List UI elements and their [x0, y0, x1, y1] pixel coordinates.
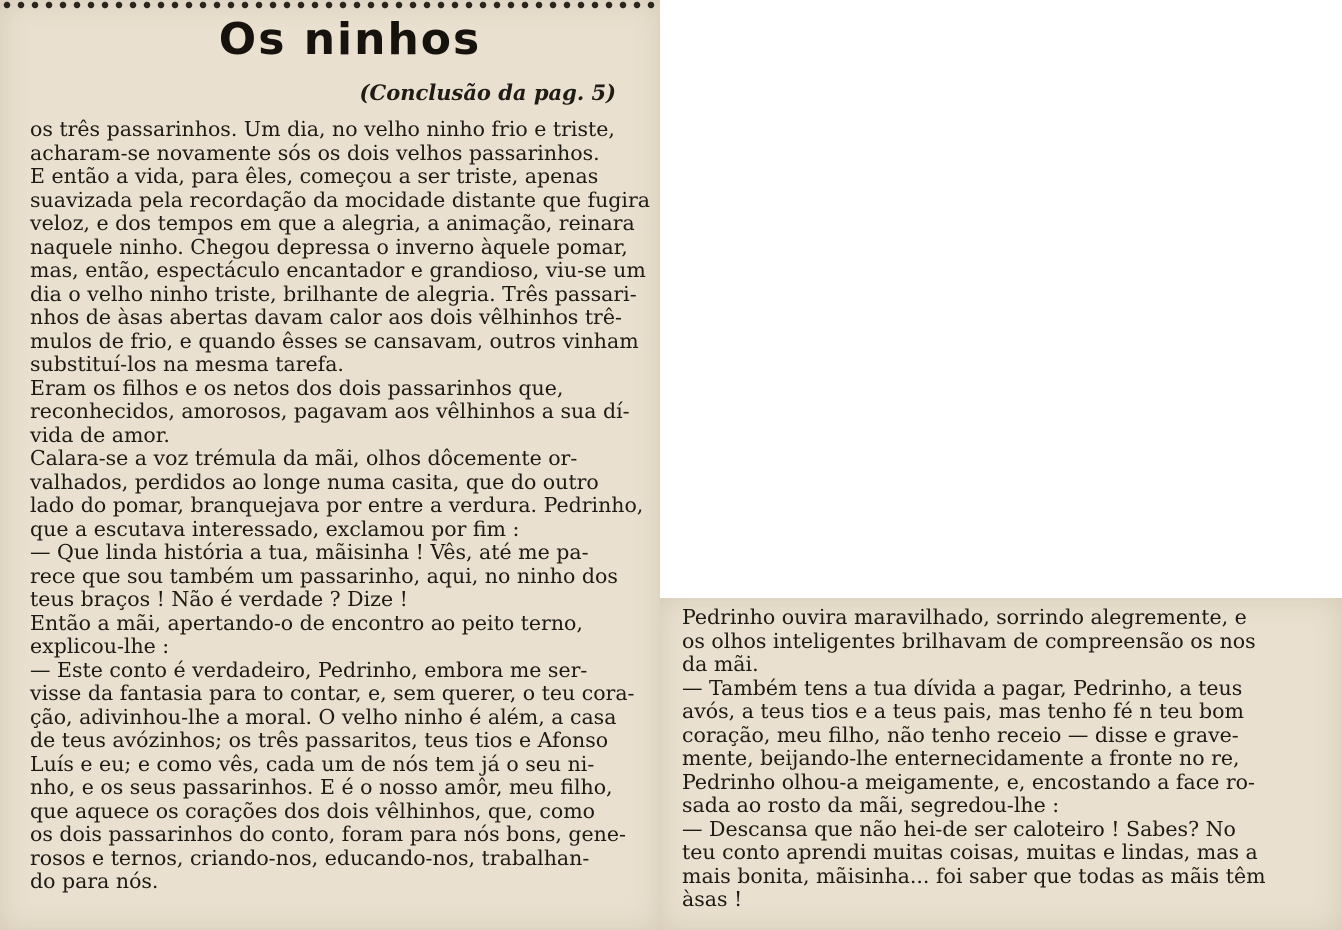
paragraph: — Também tens a tua dívida a pagar, Pedrinho, a teus avós, a teus tios e a teus pais, mas tenho fé n teu bom coração, meu filho, não tenho receio — disse e grave- mente, beijando-lhe enternecidamente a fronte no re,: [682, 675, 1244, 770]
paragraph: E então a vida, para êles, começou a ser triste, apenas suavizada pela recordação da mocidade distante que fugira veloz, e dos tempos em que a alegria, a animação, reinara naquele ninho. Chegou depressa o inverno àquele pomar, mas, então, espectáculo encantador e grandioso, viu-se um dia o velho ninho triste, brilhante de alegria. Três passari- nhos de àsas abertas davam calor aos dois vêlhinhos trê- mulos de frio, e quando êsses se cansavam, outros vinham substituí-los na mesma tarefa.: [30, 164, 650, 376]
paragraph: Pedrinho olhou-a meigamente, e, encostando a face ro- sada ao rosto da mãi, segredou-lhe :: [682, 769, 1255, 817]
paragraph: Calara-se a voz trémula da mãi, olhos dôcemente or- valhados, perdidos ao longe numa casita, que do outro lado do pomar, branquejava por entre a verdura. Pedrinho, que a escutava interessado, exclamou por fim :: [30, 446, 644, 541]
article-title: Os ninhos: [218, 14, 482, 65]
paragraph: Então a mãi, apertando-o de encontro ao peito terno, explicou-lhe :: [30, 610, 583, 658]
paragraph: os três passarinhos. Um dia, no velho ninho frio e triste, acharam-se novamente sós os dois velhos passarinhos.: [30, 117, 615, 165]
decorative-border: [0, 0, 660, 10]
left-clipping: [0, 0, 660, 930]
paragraph: — Este conto é verdadeiro, Pedrinho, embora me ser- visse da fantasia para to contar, e, sem querer, o teu cora- ção, adivinhou-lhe a moral. O velho ninho é além, a casa de teus avózinhos; os três passaritos, teus tios e Afonso Luís e eu; e como vês, cada um de nós tem já o seu ni- nho, e os seus passarinhos. E é o nosso amôr, meu filho, que aquece os corações dos dois vêlhinhos, que, como os dois passarinhos do conto, foram para nós bons, gene- rosos e ternos, criando-nos, educando-nos, trabalhan- do para nós.: [30, 657, 635, 893]
paragraph: — Que linda história a tua, mãisinha ! Vês, até me pa- rece que sou também um passarinho, aqui, no ninho dos teus braços ! Não é verdade ? Dize !: [30, 540, 618, 611]
paragraph: Pedrinho ouvira maravilhado, sorrindo alegremente, e os olhos inteligentes brilhavam de compreensão os nos da mãi.: [682, 605, 1256, 676]
left-column-text: [30, 118, 650, 894]
right-clipping: [660, 598, 1342, 930]
right-column-text: [682, 606, 1302, 912]
continuation-note: (Conclusão da pag. 5): [359, 80, 616, 105]
paragraph: — Descansa que não hei-de ser caloteiro ! Sabes? No teu conto aprendi muitas coisas, muitas e lindas, mas a mais bonita, mãisinha... foi saber que todas as mãis têm àsas !: [682, 816, 1266, 911]
paragraph: Eram os filhos e os netos dos dois passarinhos que, reconhecidos, amorosos, pagavam aos vêlhinhos a sua dí- vida de amor.: [30, 375, 630, 447]
